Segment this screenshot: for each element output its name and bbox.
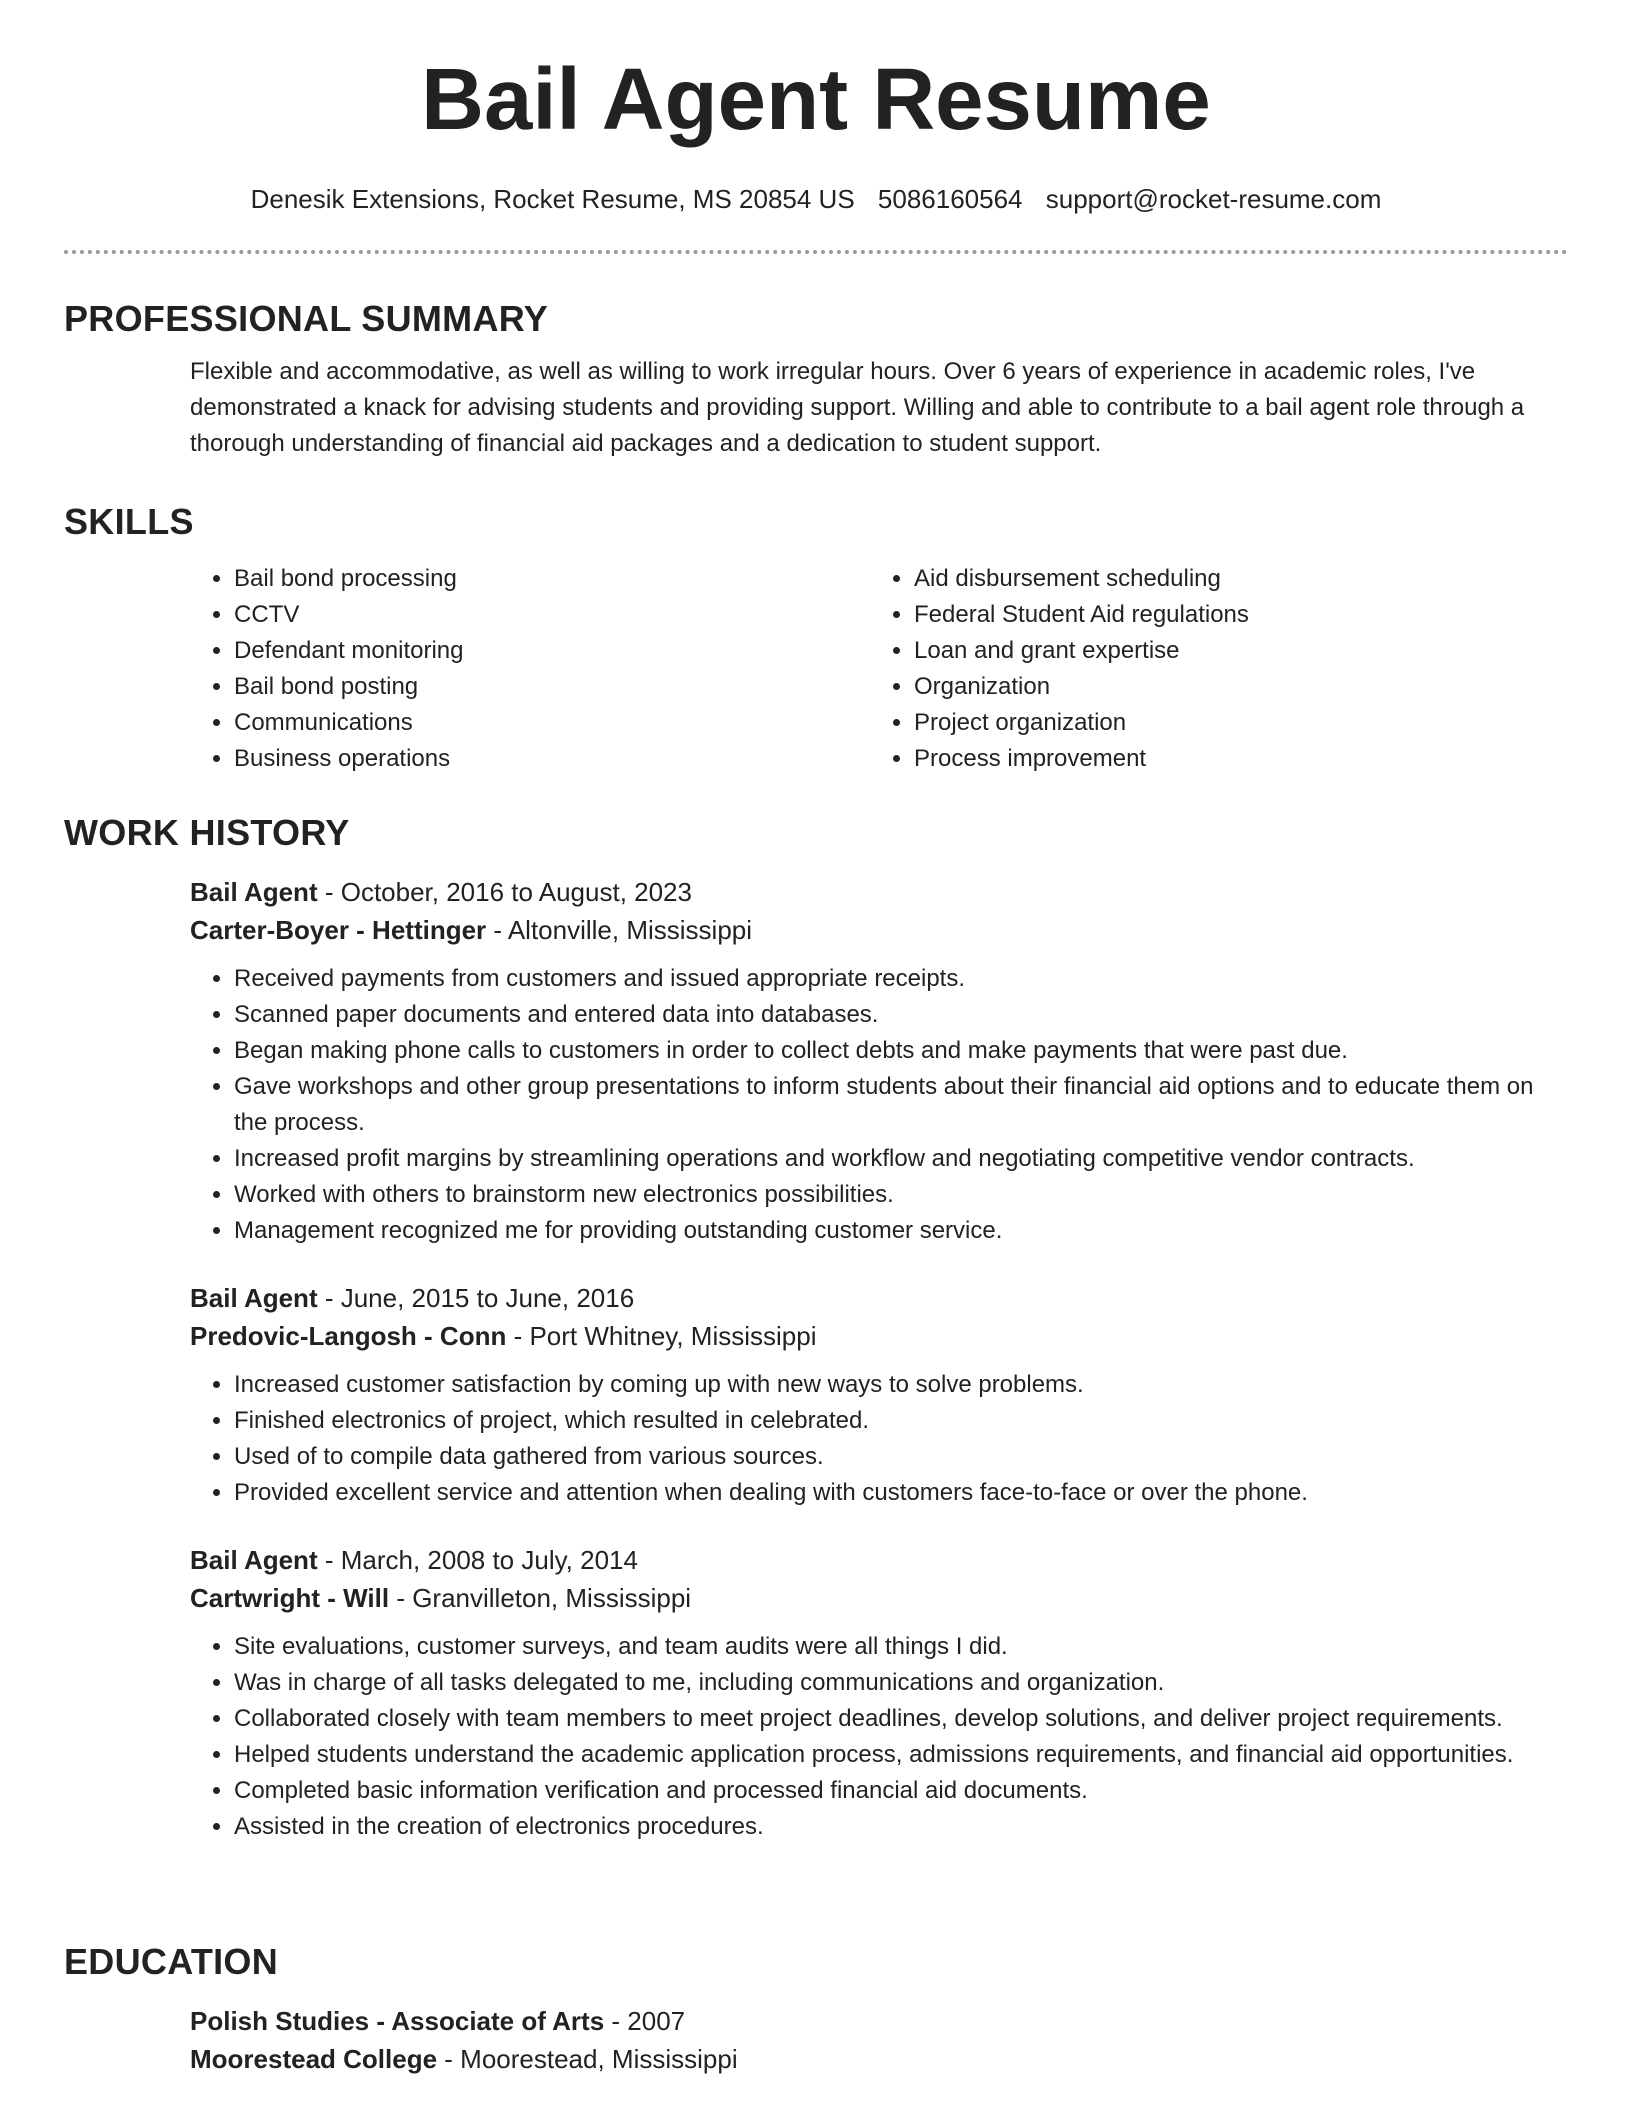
contact-email: support@rocket-resume.com — [1045, 184, 1382, 214]
job-bullet: • Scanned paper documents and entered data into databases. — [234, 997, 1568, 1033]
skill-item: • Defendant monitoring — [234, 633, 870, 669]
education-degree: Polish Studies - Associate of Arts — [190, 2006, 605, 2036]
skill-item: • Project organization — [914, 705, 1550, 741]
professional-summary-section — [64, 297, 1568, 462]
job-bullet: • Began making phone calls to customers in order to collect debts and make payments that were past due. — [234, 1033, 1568, 1069]
section-heading-work: WORK HISTORY — [64, 812, 350, 853]
education-location: - Moorestead, Mississippi — [437, 2044, 738, 2074]
job-bullet: • Increased customer satisfaction by coming up with new ways to solve problems. — [234, 1367, 1568, 1403]
job-company-line — [190, 1579, 1568, 1617]
job-entry — [190, 1541, 1568, 1845]
summary-text: Flexible and accommodative, as well as willing to work irregular hours. Over 6 years of experience in academic roles, I've demonstrated a knack for advising students and providing support. Willing and able to contribute to a bail agent role through a thorough understanding of financial aid packages and a dedication to student support. — [190, 358, 1525, 457]
job-entry — [190, 1279, 1568, 1511]
skill-item: • Process improvement — [914, 741, 1550, 777]
header-divider — [64, 250, 1568, 254]
job-bullet: • Helped students understand the academic application process, admissions requirements, and financial aid opportunities. — [234, 1737, 1568, 1773]
job-title: Bail Agent — [190, 1545, 318, 1575]
job-bullets — [190, 961, 1568, 1249]
job-bullets — [190, 1629, 1568, 1845]
job-bullet: • Increased profit margins by streamlining operations and workflow and negotiating competitive vendor contracts. — [234, 1141, 1568, 1177]
job-bullet: • Assisted in the creation of electronics procedures. — [234, 1809, 1568, 1845]
section-heading-summary: PROFESSIONAL SUMMARY — [64, 298, 549, 339]
education-degree-line — [190, 2002, 1568, 2040]
job-bullet: • Gave workshops and other group presentations to inform students about their financial aid options and to educate them on the process. — [234, 1069, 1568, 1141]
job-title: Bail Agent — [190, 877, 318, 907]
education-section — [64, 1940, 1568, 2078]
job-company: Carter-Boyer - Hettinger — [190, 915, 487, 945]
job-bullet: • Received payments from customers and issued appropriate receipts. — [234, 961, 1568, 997]
skills-section — [64, 500, 1568, 777]
job-location: - Port Whitney, Mississippi — [506, 1321, 817, 1351]
skill-item: • Loan and grant expertise — [914, 633, 1550, 669]
job-dates: - October, 2016 to August, 2023 — [317, 877, 692, 907]
job-dates: - March, 2008 to July, 2014 — [317, 1545, 638, 1575]
job-bullet: • Completed basic information verification and processed financial aid documents. — [234, 1773, 1568, 1809]
skill-item: • Bail bond posting — [234, 669, 870, 705]
job-company: Predovic-Langosh - Conn — [190, 1321, 507, 1351]
work-jobs — [64, 873, 1568, 1845]
skills-list-left — [190, 561, 870, 777]
job-bullet: • Worked with others to brainstorm new electronics possibilities. — [234, 1177, 1568, 1213]
job-title-line — [190, 873, 1568, 911]
job-bullet: • Used of to compile data gathered from various sources. — [234, 1439, 1568, 1475]
job-dates: - June, 2015 to June, 2016 — [317, 1283, 635, 1313]
job-company-line — [190, 911, 1568, 949]
job-bullet: • Finished electronics of project, which resulted in celebrated. — [234, 1403, 1568, 1439]
job-company-line — [190, 1317, 1568, 1355]
job-title-line — [190, 1541, 1568, 1579]
job-entry — [190, 873, 1568, 1249]
skill-item: • Federal Student Aid regulations — [914, 597, 1550, 633]
skill-item: • Aid disbursement scheduling — [914, 561, 1550, 597]
skill-item: • Business operations — [234, 741, 870, 777]
job-bullets — [190, 1367, 1568, 1511]
contact-phone: 5086160564 — [877, 184, 1023, 214]
contact-address: Denesik Extensions, Rocket Resume, MS 20854 US — [250, 184, 855, 214]
skill-item: • Bail bond processing — [234, 561, 870, 597]
education-entry — [190, 2002, 1568, 2078]
job-location: - Granvilleton, Mississippi — [389, 1583, 692, 1613]
contact-info — [0, 181, 1632, 217]
job-bullet: • Was in charge of all tasks delegated to me, including communications and organization. — [234, 1665, 1568, 1701]
skill-item: • Organization — [914, 669, 1550, 705]
job-bullet: • Site evaluations, customer surveys, and team audits were all things I did. — [234, 1629, 1568, 1665]
job-bullet: • Management recognized me for providing outstanding customer service. — [234, 1213, 1568, 1249]
job-bullet: • Provided excellent service and attention when dealing with customers face-to-face or over the phone. — [234, 1475, 1568, 1511]
skill-item: • CCTV — [234, 597, 870, 633]
section-heading-skills: SKILLS — [64, 501, 194, 542]
education-school-line — [190, 2040, 1568, 2078]
work-history-section — [64, 811, 1568, 1845]
skills-grid — [190, 561, 1568, 777]
job-company: Cartwright - Will — [190, 1583, 390, 1613]
job-title-line — [190, 1279, 1568, 1317]
job-bullet: • Collaborated closely with team members to meet project deadlines, develop solutions, and deliver project requirements. — [234, 1701, 1568, 1737]
resume-title: Bail Agent Resume — [421, 51, 1211, 148]
education-year: - 2007 — [604, 2006, 686, 2036]
job-title: Bail Agent — [190, 1283, 318, 1313]
skill-item: • Communications — [234, 705, 870, 741]
job-location: - Altonville, Mississippi — [486, 915, 753, 945]
education-school: Moorestead College — [190, 2044, 438, 2074]
skills-list-right — [870, 561, 1550, 777]
section-heading-education: EDUCATION — [64, 1941, 279, 1982]
